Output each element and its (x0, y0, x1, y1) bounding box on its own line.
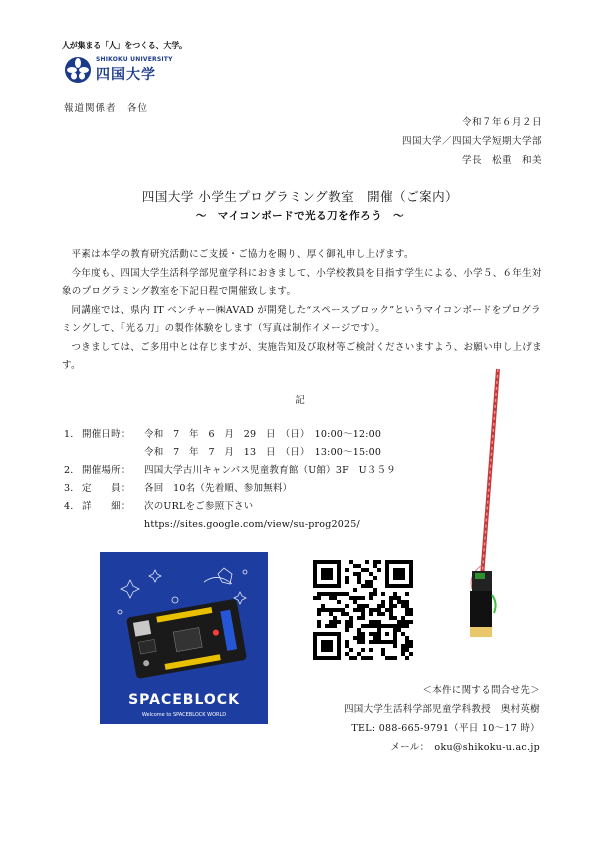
detail-value: 各回 10名（先着順、参加無料） (144, 483, 293, 494)
body-text (62, 246, 542, 376)
detail-value: 令和 7 年 7 月 13 日 （日） 13:00～15:00 (144, 447, 382, 458)
contact-phone: TEL: 088-665-9791（平日 10～17 時） (351, 723, 540, 734)
university-name-ja: 四国大学 (96, 67, 156, 83)
paragraph: つきましては、ご多用中とは存じますが、実施告知及び取材等ご検討くださいますよう、お願い申し上げます。 (62, 341, 542, 371)
light-sword-photo (458, 365, 508, 660)
detail-label: 定 員： (82, 483, 131, 494)
document-subtitle: ～ マイコンボードで光る刀を作ろう ～ (195, 210, 405, 222)
paragraph: 平素は本学の教育研究活動にご支援・ご協力を賜り、厚く御礼申し上げます。 (71, 249, 414, 260)
spaceblock-tagline: Welcome to SPACEBLOCK WORLD (141, 712, 227, 718)
issue-date: 令和７年６月２日 (461, 117, 542, 128)
detail-value: 令和 7 年 6 月 29 日 （日） 10:00～12:00 (144, 429, 382, 440)
detail-number: 1. (64, 429, 74, 440)
detail-number: 2. (64, 465, 74, 476)
paragraph: 同講座では、県内 IT ベンチャー㈱AVAD が開発した“スペースブロック”というマイコンボードをプログラミングして、「光る刀」の製作体験をします（写真は制作イメージです）。 (62, 304, 541, 334)
detail-value: 四国大学古川キャンパス児童教育館（U館）3F U３５９ (144, 465, 396, 476)
contact-heading: ＜本件に関する問合せ先＞ (422, 685, 540, 696)
contact-email[interactable]: メール： oku@shikoku-u.ac.jp (390, 742, 540, 753)
contact-person: 四国大学生活科学部児童学科教授 奥村英樹 (343, 704, 540, 715)
contact-block (344, 681, 540, 757)
sender-name: 学長 松重 和美 (461, 155, 542, 166)
spaceblock-logo-text: SPACEBLOCK (128, 692, 240, 708)
detail-number: 3. (64, 483, 74, 494)
detail-value: 次のURLをご参照下さい (144, 501, 254, 512)
addressee: 報道関係者 各位 (64, 103, 149, 114)
detail-label: 開催日時： (82, 429, 131, 440)
paragraph: 今年度も、四国大学生活科学部児童学科におきまして、小学校教員を目指す学生による、小学５、６年生対象のプログラミング教室を下記日程で開催致します。 (62, 267, 542, 297)
document-title: 四国大学 小学生プログラミング教室 開催（ご案内） (141, 189, 459, 204)
qr-code[interactable] (313, 560, 413, 660)
detail-url[interactable]: https://sites.google.com/view/su-prog2025/ (144, 519, 360, 530)
university-name-en: SHIKOKU UNIVERSITY (96, 56, 173, 63)
ki-heading: 記 (295, 395, 305, 406)
spaceblock-image (100, 552, 268, 724)
sender-organization: 四国大学／四国大学短期大学部 (401, 136, 542, 147)
university-slogan: 人が集まる「人」をつくる、大学。 (62, 41, 187, 50)
detail-label: 開催場所： (82, 465, 131, 476)
detail-label: 詳 細： (82, 501, 131, 512)
detail-number: 4. (64, 501, 74, 512)
